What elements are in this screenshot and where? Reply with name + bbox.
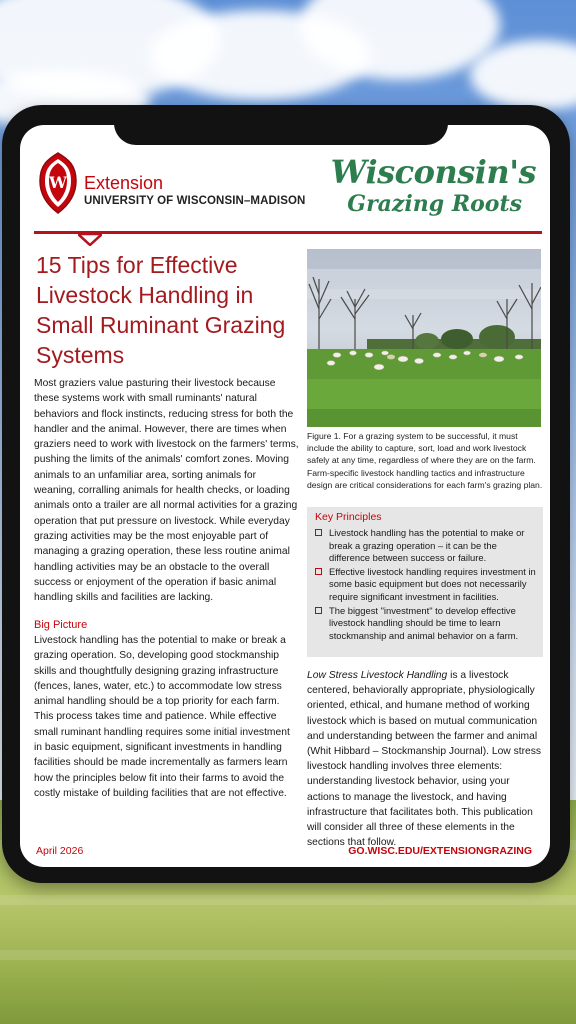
pasture-sheep-photo bbox=[307, 249, 541, 427]
footer-url-link[interactable]: GO.WISC.EDU/EXTENSIONGRAZING bbox=[348, 845, 532, 857]
list-item bbox=[315, 566, 537, 604]
big-picture-heading: Big Picture bbox=[34, 619, 88, 631]
list-item bbox=[315, 527, 537, 565]
down-arrow-rule-icon bbox=[78, 234, 102, 246]
svg-text:W: W bbox=[49, 173, 67, 192]
header-divider bbox=[34, 231, 542, 234]
tablet-frame bbox=[2, 105, 570, 883]
document-title: 15 Tips for Effective Livestock Handling in Small Ruminant Grazing Systems bbox=[36, 252, 286, 368]
key-principles-box bbox=[307, 507, 543, 657]
checkbox-bullet-icon bbox=[315, 607, 322, 614]
list-item bbox=[315, 605, 537, 643]
figure-caption: Figure 1. For a grazing system to be successful, it must include the ability to capture, sort, load and work livestock safely at any time, regardless of where they are on the farm. Farm-specific livestock handling tactics and infrastructure design are critical considerations for each farm's grazing plan. bbox=[307, 431, 543, 490]
list-item-text: Effective livestock handling requires investment in some basic equipment but does not necessarily require significant investment in facilities. bbox=[329, 565, 536, 602]
tablet-notch bbox=[114, 105, 448, 145]
wisconsin-crest-icon bbox=[38, 151, 78, 215]
org-name: Extension bbox=[84, 173, 164, 193]
checkbox-bullet-icon bbox=[315, 568, 322, 575]
low-stress-term: Low Stress Livestock Handling bbox=[307, 670, 448, 681]
low-stress-paragraph bbox=[307, 668, 543, 850]
brand-title-line1: Wisconsin's bbox=[330, 153, 536, 191]
big-picture-paragraph: Livestock handling has the potential to make or break a grazing operation. So, developing good stockmanship skills and thoughtfully designing grazing infrastructure (fences, lanes, water, etc.) to accommodate low stress animal handling should be a top priority for each farm. This process takes time and patience. While effective small ruminant handling requires some initial investment in basic equipment, significant investments in handling facilities should be made incrementally as farmers learn how the principles below fit into their farms to avoid the costly mistake of building facilities that are not effective. bbox=[34, 635, 290, 799]
publication-date: April 2026 bbox=[36, 845, 84, 857]
intro-paragraph: Most graziers value pasturing their livestock because these systems work with small ruminants' natural behaviors and flock instincts, reducing stress for both the handler and the animal. However, there are times when graziers need to work with livestock on the farmers' terms, pushing the limits of the animals' comfort zones. Moving animals to an unfamiliar area, sorting animals for weaning, corralling animals for health checks, or loading animals onto a trailer are all normal activities for a grazing operation that put pressure on livestock. While everyday grazing activities may be the most enjoyable part of managing a grazing operation, these less routine animal handling activities may be an obstacle to the overall success or enjoyment of the operation if basic animal handling skills and facilities are lacking. bbox=[34, 378, 299, 604]
document-page bbox=[20, 125, 550, 867]
list-item-text: The biggest "investment" to develop effective livestock handling should be time to learn stockmanship and animal behavior on a farm. bbox=[329, 604, 519, 641]
brand-title-line2: Grazing Roots bbox=[347, 191, 522, 217]
key-principles-heading: Key Principles bbox=[315, 511, 382, 523]
low-stress-text: is a livestock centered, behaviorally appropriate, physiologically oriented, ethical, and humane method of working livestock which is based on mutual communication and understanding between the farmer and animal (Whit Hibbard – Stockmanship Journal). Low stress livestock handling involves three elements: understanding livestock behavior, using your actions to manage the livestock, and having infrastructure that facilitates both. This publication will consider all three of these elements in the sections that follow. bbox=[307, 670, 542, 849]
list-item-text: Livestock handling has the potential to make or break a grazing operation – it can be the difference between success or failure. bbox=[329, 527, 525, 564]
key-principles-list bbox=[315, 527, 537, 643]
checkbox-bullet-icon bbox=[315, 529, 322, 536]
university-name: UNIVERSITY OF WISCONSIN–MADISON bbox=[84, 195, 306, 207]
